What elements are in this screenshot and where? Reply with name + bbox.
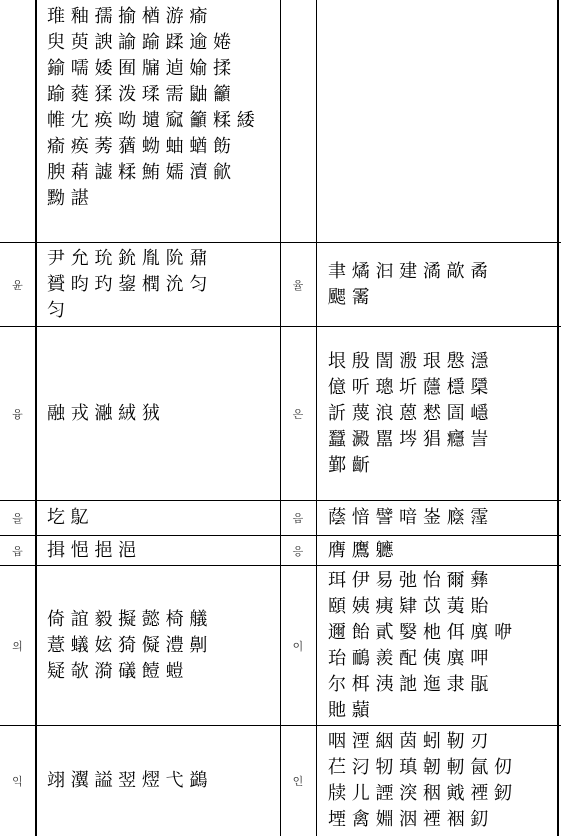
hanja-line: 膺 鷹 軈: [328, 539, 394, 561]
reading-label-right: 은: [292, 407, 304, 421]
reading-label-left: 익: [12, 775, 23, 788]
hanja-cell-right: [316, 0, 558, 242]
hanja-line: 芢 汈 牣 瑱 韌 軔 氤 仞: [328, 757, 513, 778]
reading-label-left: 의: [12, 639, 23, 653]
hanja-cell-right: [316, 327, 558, 500]
hanja-line: 融 戎 瀜 絨 狨: [47, 402, 160, 424]
table-row: [0, 326, 561, 500]
column-divider: [280, 327, 281, 500]
hanja-line: 薏 蟻 妶 猗 儗 澧 劓: [47, 634, 208, 656]
table-row: [0, 725, 561, 836]
hanja-line: 垠 殷 誾 溵 珢 慇 濦: [328, 350, 489, 372]
hanja-line: 帷 冘 痪 呦 壝 窳 籲 糅 緌: [47, 110, 255, 131]
table-row: [0, 500, 561, 535]
hanja-line: 鍮 嚅 婑 囿 牖 逌 媮 揉: [47, 58, 232, 79]
reading-label-right: 응: [292, 544, 304, 558]
hanja-line: 貤 蘏: [328, 699, 370, 721]
hanja-line: 咽 湮 絪 茵 蚓 靭 刃: [328, 731, 489, 752]
reading-label-left: [0, 0, 35, 242]
hanja-line: 鄞 齗: [328, 454, 370, 476]
hanja-line: 揖 悒 挹 浥: [47, 539, 137, 561]
column-divider: [316, 0, 317, 242]
hanja-line: 蔭 愔 譬 喑 崟 廕 霪: [328, 507, 489, 528]
hanja-line: 黝 諶: [47, 188, 89, 209]
hanja-cell-right: [316, 566, 558, 725]
hanja-line: 億 听 璁 圻 蘟 檼 檃: [328, 376, 489, 398]
hanja-cell-right: [316, 536, 558, 565]
hanja-line: 琟 釉 孺 揄 楢 游 瘉: [47, 6, 208, 27]
reading-label-left: 을: [12, 512, 23, 525]
reading-label-left: 읍: [12, 544, 23, 558]
hanja-line: 圪 鳦: [47, 507, 89, 528]
hanja-line: 訢 蔑 浪 蒽 慭 圁 嶾: [328, 402, 489, 424]
hanja-cell-left: [35, 566, 280, 725]
hanja-line: 腴 蕱 譃 糅 鮪 嬬 瀆 歈: [47, 162, 232, 183]
hanja-line: 尹 允 玧 鈗 胤 阭 鼐: [47, 247, 208, 269]
column-divider: [316, 243, 317, 326]
column-divider: [280, 536, 281, 565]
hanja-line: 珆 鴯 羨 配 侇 廙 呷: [328, 647, 489, 669]
column-divider: [280, 566, 281, 725]
column-divider: [316, 536, 317, 565]
hanja-cell-left: [35, 0, 280, 242]
hanja-line: 踰 蕤 猱 泼 瑈 需 鼬 籲: [47, 84, 232, 105]
hanja-cell-left: [35, 726, 280, 836]
column-divider: [280, 0, 281, 242]
hanja-line: 臾 萸 諛 諭 踰 蹂 逾 婘: [47, 32, 232, 53]
reading-label-right: 이: [292, 639, 304, 653]
hanja-line: 聿 燏 汩 建 潏 歊 矞: [328, 260, 489, 282]
hanja-line: 颸 霱: [328, 286, 370, 308]
table-row: [0, 242, 561, 326]
column-divider: [280, 501, 281, 535]
hanja-line: 頤 姨 痍 肄 苡 荑 貽: [328, 595, 489, 617]
hanja-line: 堙 禽 婣 洇 禋 裀 釖: [328, 809, 489, 830]
hanja-line: 牍 儿 諲 湥 秵 戭 禋 釰: [328, 783, 513, 804]
hanja-cell-left: [35, 536, 280, 565]
reading-label-left: 융: [12, 407, 23, 421]
hanja-cell-right: [316, 726, 558, 836]
hanja-line: 倚 誼 毅 擬 懿 椅 艤: [47, 608, 208, 630]
table-row: [0, 535, 561, 565]
column-divider: [280, 243, 281, 326]
column-divider: [316, 726, 317, 836]
reading-label-right: [280, 0, 316, 242]
reading-label-right: 인: [292, 775, 304, 788]
hanja-line: 蠶 澱 嚚 埁 猖 癮 訔: [328, 428, 489, 450]
column-divider: [316, 327, 317, 500]
reading-label-left: 윤: [12, 278, 23, 292]
hanja-line: 翊 瀷 謚 翌 熤 弋 鷁: [47, 770, 208, 791]
table-row: [0, 565, 561, 725]
reading-label-right: 음: [292, 512, 304, 525]
column-divider: [280, 726, 281, 836]
column-divider: [316, 566, 317, 725]
table-row: [0, 0, 561, 242]
hanja-line: 瘉 痪 莠 蕕 蚴 蚰 蝤 飭: [47, 136, 232, 157]
hanja-cell-left: [35, 327, 280, 500]
hanja-line: 邇 飴 貳 嫛 杝 佴 廙 咿: [328, 621, 513, 643]
hanja-cell-left: [35, 243, 280, 326]
hanja-line: 珥 伊 易 弛 怡 爾 彝: [328, 569, 489, 591]
hanja-line: 尔 栮 洟 訑 迤 隶 瓹: [328, 673, 489, 695]
hanja-cell-right: [316, 501, 558, 535]
hanja-cell-left: [35, 501, 280, 535]
reading-label-right: 율: [292, 278, 304, 292]
hanja-line: 疑 欹 漪 礒 饐 螘: [47, 660, 184, 682]
hanja-cell-right: [316, 243, 558, 326]
column-divider: [316, 501, 317, 535]
hanja-line: 匀: [47, 299, 65, 321]
hanja-line: 贇 昀 玓 鋆 橍 沇 匀: [47, 273, 208, 295]
